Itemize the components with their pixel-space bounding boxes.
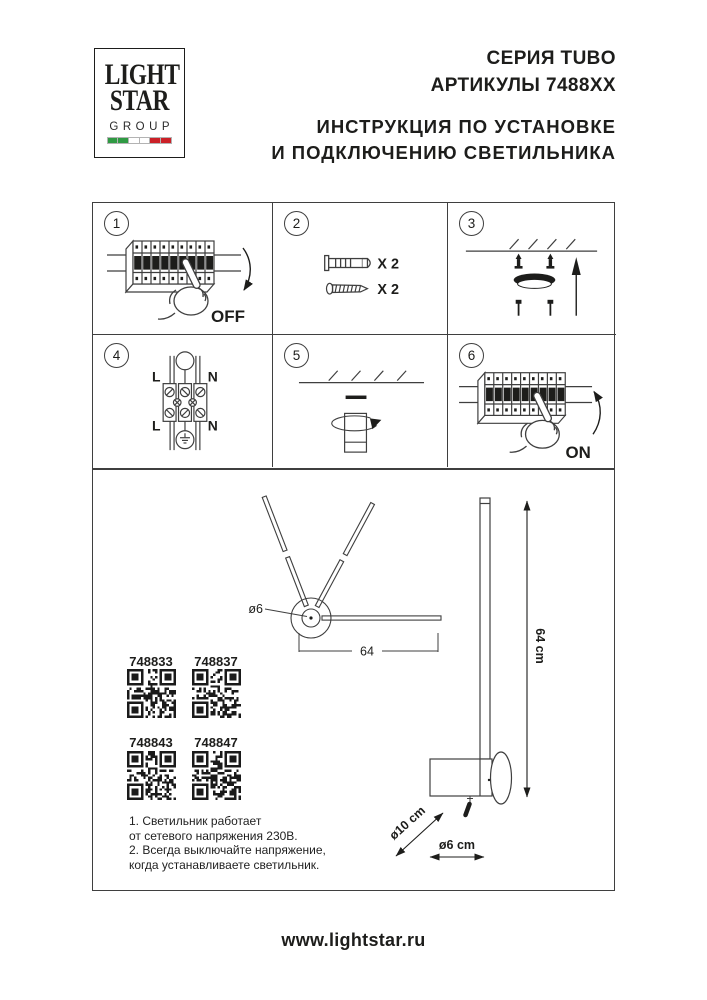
installation-steps-grid <box>92 202 615 469</box>
italian-flag-stripe <box>108 137 172 144</box>
series-label: СЕРИЯ TUBO <box>486 48 616 69</box>
dimension-arrows <box>396 501 527 857</box>
doc-title-line1: ИНСТРУКЦИЯ ПО УСТАНОВКЕ <box>316 116 616 137</box>
step-number-badge: 3 <box>459 211 484 236</box>
step-number-badge: 2 <box>284 211 309 236</box>
article-number: 748833 <box>129 654 173 669</box>
step-6-power-on <box>447 334 616 467</box>
step-number-badge: 1 <box>104 211 129 236</box>
lamp-front-view <box>262 496 441 638</box>
turn-on-arrow-icon <box>593 392 600 435</box>
step-2-hardware <box>272 203 447 334</box>
note-line: 2. Всегда выключайте напряжение, <box>129 843 326 857</box>
rotate-arrow-icon <box>332 414 387 430</box>
neutral-label-bottom: N <box>207 417 218 434</box>
doc-title-line2: И ПОДКЛЮЧЕНИЮ СВЕТИЛЬНИКА <box>271 142 616 163</box>
screw-qty-label: X 2 <box>377 281 400 298</box>
base-diameter-label: ø10 cm <box>386 803 429 843</box>
height-label: 64 cm <box>533 628 547 664</box>
line-label-top: L <box>151 368 161 385</box>
anchor-pins-icon <box>515 254 555 269</box>
up-arrow-icon <box>572 257 581 316</box>
qr-code <box>127 751 176 800</box>
website-url: www.lightstar.ru <box>281 930 426 950</box>
article-number: 748843 <box>129 735 173 750</box>
header-text <box>271 45 616 166</box>
neutral-label-top: N <box>207 368 218 385</box>
on-label: ON <box>565 443 591 463</box>
note-line: от сетевого напряжения 230В. <box>129 828 298 843</box>
step-number-badge: 5 <box>284 343 309 368</box>
off-label: OFF <box>211 307 245 326</box>
screw-icon <box>326 283 367 294</box>
article-number: 748837 <box>194 654 238 669</box>
safety-notes <box>129 814 326 872</box>
wall-anchor-icon <box>325 256 370 271</box>
step-1-power-off <box>93 203 272 334</box>
step-number-badge: 4 <box>104 343 129 368</box>
screws-icon <box>516 300 553 315</box>
article-number: 748847 <box>194 735 238 750</box>
logo-word-star: STAR <box>109 84 170 117</box>
note-line: когда устанавливаете светильник. <box>129 857 320 872</box>
lamp-base-cylinder <box>345 413 367 452</box>
step-3-mount-bracket <box>447 203 616 334</box>
step-5-attach-body <box>272 334 447 467</box>
canopy-icon <box>514 273 556 288</box>
articles-label: АРТИКУЛЫ 7488XX <box>430 75 616 96</box>
bracket-bar <box>346 396 367 399</box>
lamp-symbol <box>176 352 194 370</box>
step-4-wiring <box>93 334 272 467</box>
step-number-badge: 6 <box>459 343 484 368</box>
qr-code <box>127 669 176 718</box>
tube-diameter-label: ø6 cm <box>438 838 476 852</box>
anchor-qty-label: X 2 <box>377 256 400 273</box>
lamp-side-view <box>430 498 512 804</box>
qr-code <box>192 669 241 718</box>
line-label-bottom: L <box>151 417 161 434</box>
technical-drawing-panel <box>92 469 615 891</box>
note-line: 1. Светильник работает <box>129 814 262 828</box>
qr-code <box>192 751 241 800</box>
flag-red-block <box>160 137 171 144</box>
tube-length-label: 64 <box>360 644 374 659</box>
switch-knob-icon <box>466 796 474 815</box>
lightstar-logo <box>94 48 185 158</box>
logo-word-group: GROUP <box>109 121 175 133</box>
hub-diameter-label: ø6 <box>248 602 263 616</box>
logo-word-light: LIGHT <box>104 58 180 91</box>
turn-off-arrow-icon <box>243 248 250 290</box>
